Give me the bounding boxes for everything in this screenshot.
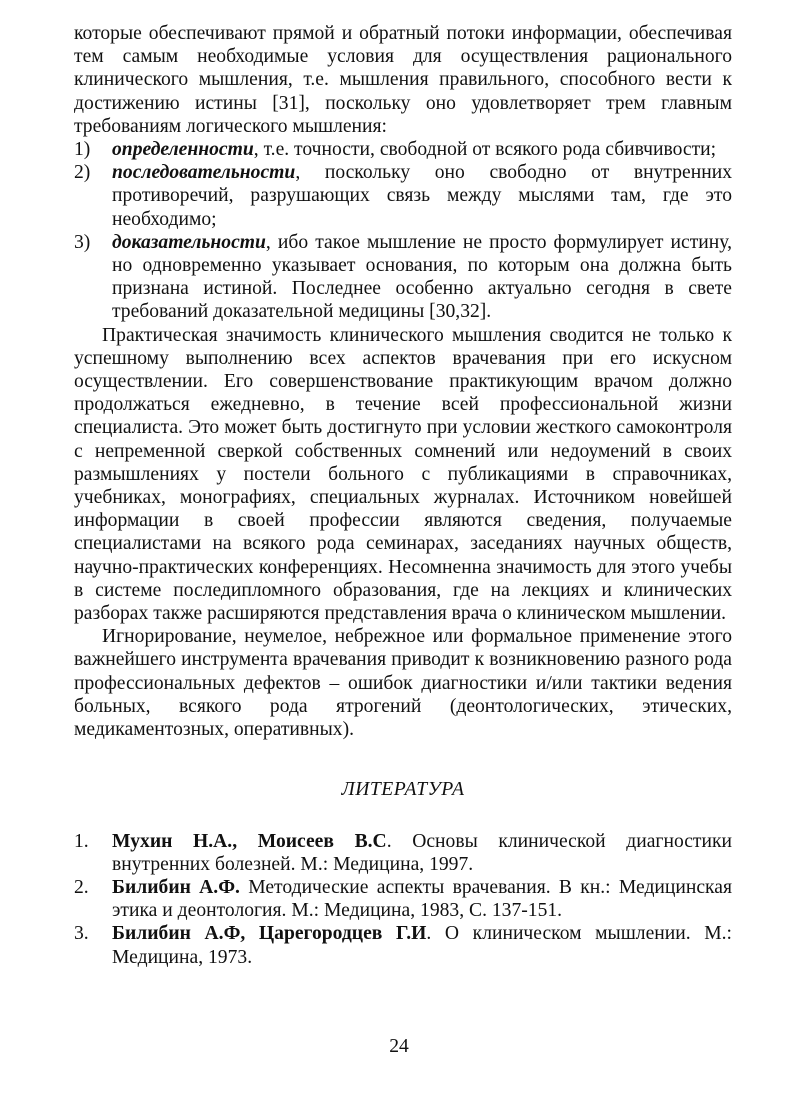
intro-paragraph: которые обеспечивают прямой и обратный потоки информации, обеспечивая тем самым необходимые условия для осуществления рационального клинического мышления, т.е. мышления правильного, способного вести к достижению истины [31], поскольку оно удовлетворяет трем главным требованиям логического мышления: — [74, 23, 732, 137]
references-list — [74, 830, 732, 969]
list-item-text: , ибо такое мышление не просто формулирует истину, но одновременно указывает основания, по которым она должна быть признана истиной. Последнее особенно актуально сегодня в свете требований доказательной медицины [30,32]. — [112, 231, 732, 323]
references-heading: ЛИТЕРАТУРА — [341, 779, 465, 801]
list-item-term: последовательности — [112, 162, 296, 184]
list-item — [74, 138, 732, 161]
reference-text: . О клиническом мышлении. М.: Медицина, 1973. — [112, 923, 732, 968]
reference-item — [74, 876, 732, 922]
requirements-list — [74, 138, 732, 324]
list-item-term: доказательности — [112, 231, 266, 253]
list-item-number: 1) — [74, 139, 91, 161]
reference-authors: Билибин А.Ф, Царегородцев Г.И — [112, 923, 427, 945]
page-number: 24 — [389, 1036, 409, 1057]
page-content — [74, 22, 732, 969]
neglect-paragraph: Игнорирование, неумелое, небрежное или формальное применение этого важнейшего инструмента врачевания приводит к возникновению разного рода профессиональных дефектов – ошибок диагностики и/или тактики ведения больных, всякого рода ятрогений (деонтологических, этических, медикаментозных, оперативных). — [74, 626, 732, 741]
reference-number: 1. — [74, 830, 89, 852]
reference-text: . Основы клинической диагностики внутренних болезней. М.: Медицина, 1997. — [112, 830, 732, 875]
reference-authors: Билибин А.Ф. — [112, 876, 240, 898]
list-item-number: 2) — [74, 162, 91, 184]
reference-item — [74, 922, 732, 968]
reference-number: 3. — [74, 923, 89, 945]
reference-item — [74, 830, 732, 876]
list-item-text: , т.е. точности, свободной от всякого рода сбивчивости; — [253, 139, 717, 161]
list-item-text: , поскольку оно свободно от внутренних противоречий, разрушающих связь между мыслями там, где это необходимо; — [112, 162, 732, 230]
list-item-number: 3) — [74, 231, 91, 253]
reference-text: Методические аспекты врачевания. В кн.: Медицинская этика и деонтология. М.: Медицина, 1983, С. 137-151. — [112, 876, 732, 922]
reference-number: 2. — [74, 876, 89, 898]
list-item-term: определенности — [112, 139, 254, 161]
practical-significance-paragraph: Практическая значимость клинического мышления сводится не только к успешному выполнению всех аспектов врачевания при его искусном осуществлении. Его совершенствование практикующим врачом должно продолжаться ежедневно, в течение всей профессиональной жизни специалиста. Это может быть достигнуто при условии жесткого самоконтроля с непременной сверкой собственных сомнений или недоумений в своих размышлениях у постели больного с публикациями в справочниках, учебниках, монографиях, специальных журналах. Источником новейшей информации в своей профессии являются сведения, получаемые специалистами на всякого рода семинарах, заседаниях научных обществ, научно-практических конференциях. Несомненна значимость для этого учебы в системе последипломного образования, где на лекциях и клинических разборах также расширяются представления врача о клиническом мышлении. — [74, 324, 732, 625]
list-item — [74, 161, 732, 231]
list-item — [74, 231, 732, 324]
reference-authors: Мухин Н.А., Моисеев В.С — [112, 830, 387, 852]
